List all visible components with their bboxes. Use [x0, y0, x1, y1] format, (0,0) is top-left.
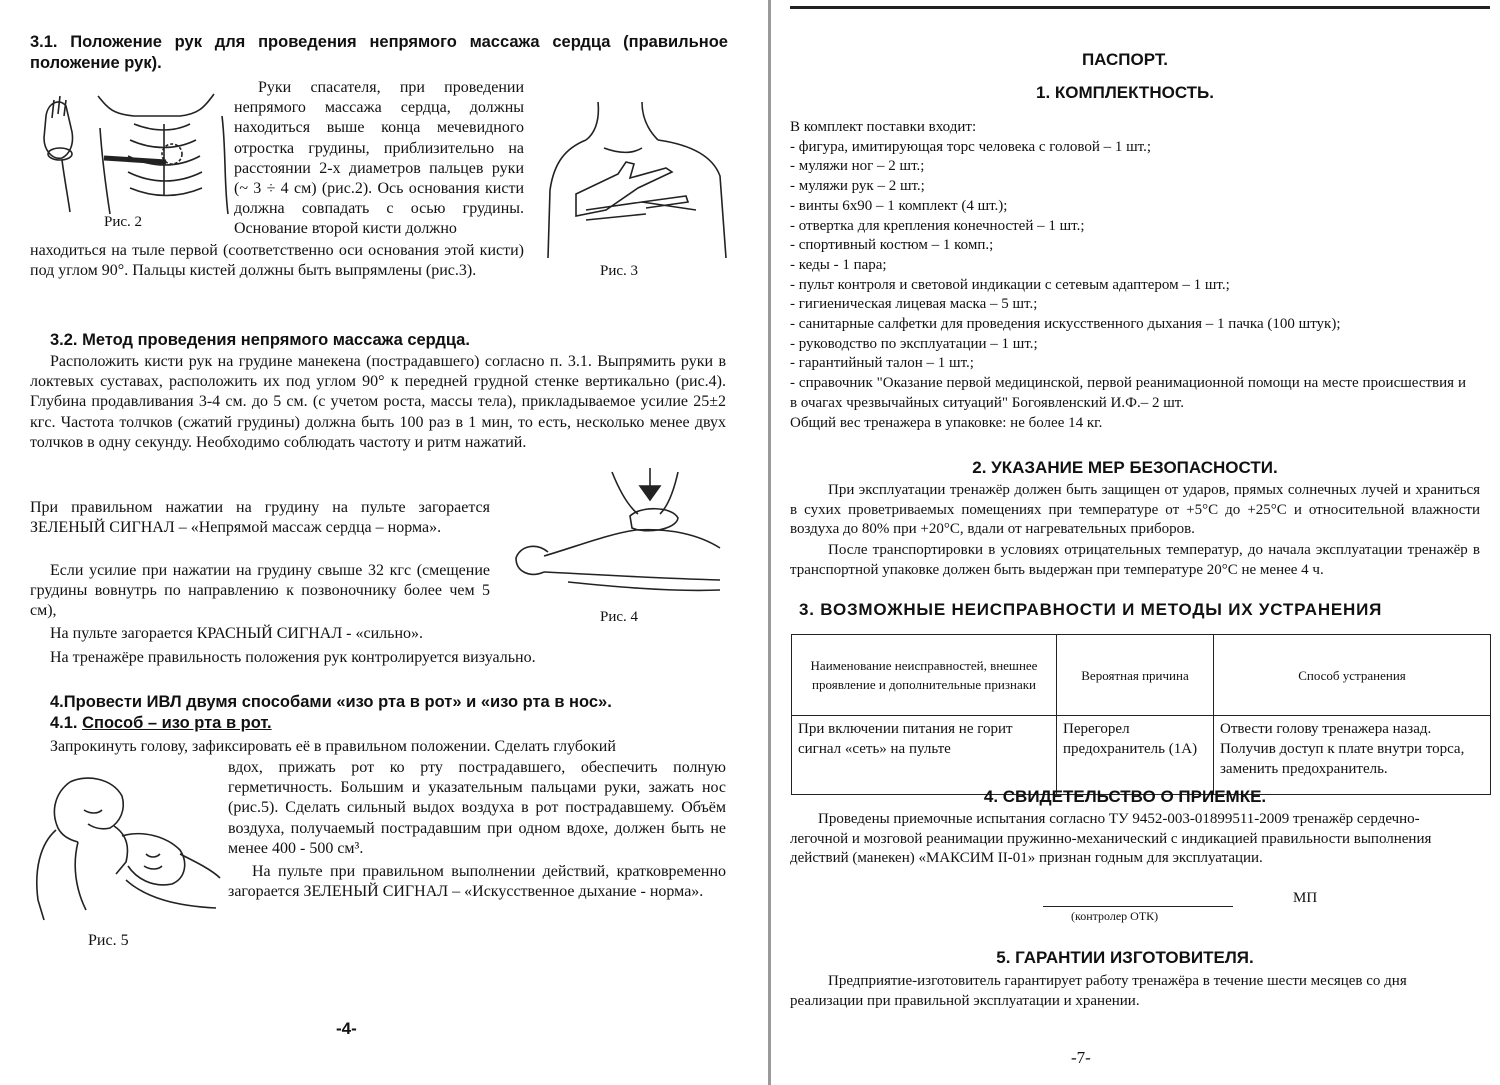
stamp-place-label: МП — [1293, 890, 1318, 906]
completeness-intro: В комплект поставки входит: — [790, 119, 977, 135]
safety-paragraph-1: При эксплуатации тренажёр должен быть защищен от ударов, прямых солнечных лучей и храниться в сухих проветриваемых помещениях при температуре от +5°С до +25°С и относительной влажности воздуха до 80% при +20°С, вдали от нагревательных приборов. — [790, 482, 1480, 538]
table-cell-cause: Перегорел предохранитель (1А) — [1057, 716, 1214, 795]
column-header-fault: Наименование неисправностей, внешнее проявление и дополнительные признаки — [792, 635, 1057, 716]
section-3-2-text-wide: Расположить кисти рук на грудине манекена (пострадавшего) согласно п. 3.1. Выпрямить руки в локтевых суставах, расположить их под углом 90° к передней грудной стенке вертикально (рис.4). Глубина продавливания 3-4 см. до 5 см. (с учетом роста, массы тела), прикладываемое усилие 25±2 кгс. Частота толчков (сжатий грудины) должна быть 100 раз в 1 мин, то есть, несколько менее двух толчков в одну секунду. Необходимо соблюдать частоту и ритм нажатий. — [30, 353, 726, 451]
section-4-acceptance-title: 4. СВИДЕТЕЛЬСТВО О ПРИЕМКЕ. — [983, 787, 1267, 806]
table-cell-fault: При включении питания не горит сигнал «сеть» на пульте — [792, 716, 1057, 795]
figure-5-rescue-breath-illustration — [26, 770, 222, 922]
section-4-1-number: 4.1. — [50, 714, 83, 732]
section-4-1-text-first-line: Запрокинуть голову, зафиксировать её в правильном положении. Сделать глубокий — [50, 738, 616, 755]
signature-line — [1043, 906, 1233, 907]
figure-5-caption: Рис. 5 — [88, 932, 129, 949]
passport-title: ПАСПОРТ. — [1081, 50, 1169, 69]
section-5-title: 5. ГАРАНТИИ ИЗГОТОВИТЕЛЯ. — [996, 948, 1254, 967]
right-page-number: -7- — [1071, 1048, 1091, 1067]
section-3-1-text-upper: Руки спасателя, при проведении непрямого массажа сердца, должны находиться выше конца мечевидного отростка грудины, приблизительно на расстоянии 2-х диаметров пальцев руки (~ 3 ÷ 4 см) (рис.2). Ось основания кисти должна совпадать с осью грудины. Основание второй кисти должно — [234, 79, 524, 238]
list-item: - санитарные салфетки для проведения искусственного дыхания – 1 пачка (100 штук); — [790, 315, 1480, 335]
section-3-2-visual-control: На тренажёре правильность положения рук контролируется визуально. — [50, 649, 536, 666]
list-item: - спортивный костюм – 1 комп.; — [790, 236, 1480, 256]
figure-2-chest-illustration — [38, 88, 234, 216]
section-3-2-red-signal: На пульте загорается КРАСНЫЙ СИГНАЛ - «сильно». — [50, 625, 424, 642]
list-item: - кеды - 1 пара; — [790, 256, 1480, 276]
section-4-1-pult-signal: На пульте при правильном выполнении действий, кратковременно загорается ЗЕЛЕНЫЙ СИГНАЛ – «Искусственное дыхание - норма». — [228, 863, 726, 901]
column-header-cause: Вероятная причина — [1057, 635, 1214, 716]
list-item: - фигура, имитирующая торс человека с головой – 1 шт.; — [790, 138, 1480, 158]
section-4-1-text-body: вдох, прижать рот ко рту пострадавшего, обеспечить полную герметичность. Большим и указательным пальцами руки, зажать нос (рис.5). Сделать сильный выдох воздуха в рот пострадавшему. Объём воздуха, получаемый пострадавшим при одном вдохе, должен быть не менее 400 - 500 см³. — [228, 759, 726, 857]
column-header-remedy: Способ устранения — [1214, 635, 1491, 716]
controller-label: (контролер ОТК) — [1071, 909, 1159, 923]
section-1-title: 1. КОМПЛЕКТНОСТЬ. — [1035, 83, 1214, 102]
section-4-title: 4.Провести ИВЛ двумя способами «изо рта в рот» и «изо рта в нос». — [50, 693, 612, 711]
table-header-row — [792, 635, 1491, 716]
safety-paragraph-2: После транспортировки в условиях отрицательных температур, до начала эксплуатации тренажёр в транспортной упаковке должен быть выдержан при температуре 20°С не менее 4 ч. — [790, 542, 1480, 578]
warranty-text: Предприятие-изготовитель гарантирует работу тренажёра в течение шести месяцев со дня реализации при правильной эксплуатации и хранении. — [790, 973, 1407, 1009]
completeness-block — [790, 118, 1480, 433]
list-item: - муляжи рук – 2 шт.; — [790, 177, 1480, 197]
list-item: - отвертка для крепления конечностей – 1 шт.; — [790, 217, 1480, 237]
section-3-2-overload: Если усилие при нажатии на грудину свыше 32 кгс (смещение грудины вовнутрь по направлению к позвоночнику более чем 5 см), — [30, 562, 490, 620]
section-3-1-title: 3.1. Положение рук для проведения непрямого массажа сердца (правильное положение рук). — [30, 33, 728, 72]
figure-2-caption: Рис. 2 — [104, 214, 143, 230]
list-item: - руководство по эксплуатации – 1 шт.; — [790, 335, 1480, 355]
package-weight: Общий вес тренажера в упаковке: не более 14 кг. — [790, 414, 1103, 431]
figure-3-caption: Рис. 3 — [600, 263, 639, 279]
page-fold — [768, 0, 771, 1085]
section-3-2-text-rhythm-spacer — [30, 473, 490, 495]
table-cell-remedy: Отвести голову тренажера назад. Получив доступ к плате внутри торса, заменить предохранитель. — [1214, 716, 1491, 795]
figure-3-hands-illustration — [546, 98, 732, 262]
list-item: - гарантийный талон – 1 шт.; — [790, 354, 1480, 374]
section-4-1-title — [50, 714, 272, 733]
section-3-2-green-signal: При правильном нажатии на грудину на пульте загорается ЗЕЛЕНЫЙ СИГНАЛ – «Непрямой массаж сердца – норма». — [30, 499, 490, 537]
faults-table — [791, 634, 1491, 795]
section-3-1-text-lower: находиться на тыле первой (соответственно оси основания этой кисти) под углом 90°. Пальцы кистей должны быть выпрямлены (рис.3). — [30, 242, 524, 280]
section-2-title: 2. УКАЗАНИЕ МЕР БЕЗОПАСНОСТИ. — [972, 458, 1278, 477]
section-3-title: 3. ВОЗМОЖНЫЕ НЕИСПРАВНОСТИ И МЕТОДЫ ИХ УСТРАНЕНИЯ — [799, 600, 1383, 619]
right-page — [775, 0, 1500, 1085]
completeness-list — [790, 138, 1480, 414]
section-4-1-heading: Способ – изо рта в рот. — [82, 714, 272, 732]
section-3-2-title: 3.2. Метод проведения непрямого массажа сердца. — [50, 331, 470, 349]
list-item: - гигиеническая лицевая маска – 5 шт.; — [790, 295, 1480, 315]
figure-4-caption: Рис. 4 — [600, 609, 639, 625]
list-item: - пульт контроля и световой индикации с сетевым адаптером – 1 шт.; — [790, 276, 1480, 296]
figure-4-compression-illustration — [508, 462, 726, 612]
list-item: - муляжи ног – 2 шт.; — [790, 157, 1480, 177]
acceptance-text: Проведены приемочные испытания согласно ТУ 9452-003-01899511-2009 тренажёр сердечно-легочной и мозговой реанимации пружинно-механический с индикацией правильности выполнения действий (манекен) «МАКСИМ II-01» признан годным для эксплуатации. — [790, 811, 1432, 867]
table-row — [792, 716, 1491, 795]
list-item: - винты 6х90 – 1 комплект (4 шт.); — [790, 197, 1480, 217]
list-item: - справочник "Оказание первой медицинской, первой реанимационной помощи на месте происшествия и в очагах чрезвычайных ситуаций" Богоявленский И.Ф.– 2 шт. — [790, 374, 1480, 413]
left-page-number: -4- — [336, 1019, 357, 1038]
